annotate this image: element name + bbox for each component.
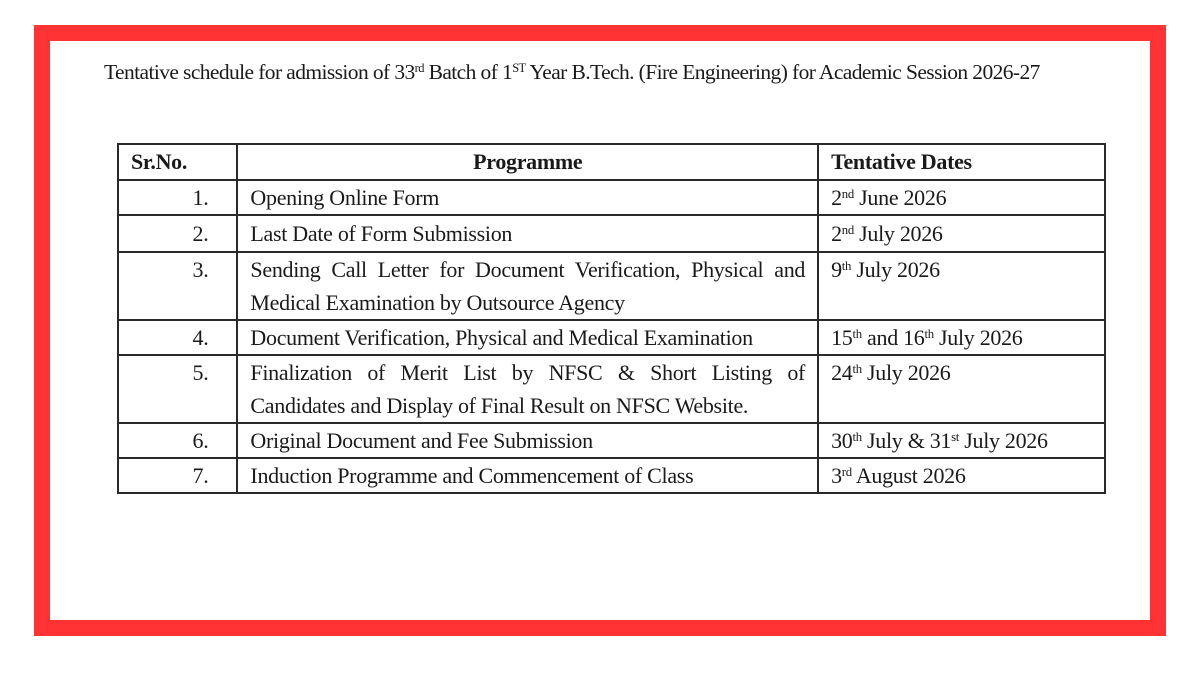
sr-no-cell: 6. [118,423,237,458]
table-row [118,458,1105,493]
date-cell [818,355,1105,423]
table-row [118,180,1105,215]
date-part: 30 [831,428,853,453]
date-cell [818,458,1105,493]
date-part: 2 [831,221,842,246]
sr-no-cell: 1. [118,180,237,215]
heading-text-3: Year B.Tech. (Fire Engineering) for Academic Session 2026-27 [525,60,1040,84]
heading-text-1: Tentative schedule for admission of 33 [104,60,415,84]
programme-cell: Opening Online Form [237,180,818,215]
date-part: August 2026 [851,463,966,488]
date-cell [818,215,1105,252]
table-row [118,215,1105,252]
heading-superscript-rd: rd [414,61,424,76]
date-suffix: th [924,326,934,341]
table-row [118,320,1105,355]
table-row [118,355,1105,423]
date-suffix: st [951,429,960,444]
sr-no-cell: 2. [118,215,237,252]
programme-cell: Induction Programme and Commencement of Class [237,458,818,493]
date-suffix: th [852,326,862,341]
date-cell [818,423,1105,458]
date-suffix: th [841,258,852,273]
header-sr-no: Sr.No. [118,144,237,180]
date-suffix: th [852,429,862,444]
table-row [118,423,1105,458]
header-tentative-dates: Tentative Dates [818,144,1105,180]
sr-no-cell: 7. [118,458,237,493]
heading-text-2: Batch of 1 [423,60,513,84]
programme-cell: Document Verification, Physical and Medical Examination [237,320,818,355]
date-cell [818,180,1105,215]
date-suffix: th [852,361,862,376]
heading-superscript-st: ST [512,61,526,76]
date-part: July 2026 [861,360,951,385]
table-row [118,252,1105,320]
date-cell [818,320,1105,355]
date-part: 15 [831,325,853,350]
date-part: July 2026 [851,257,940,282]
date-part: 2 [831,185,842,210]
date-part: July 2026 [933,325,1023,350]
date-part: July 2026 [959,428,1048,453]
date-part: 3 [831,463,842,488]
document-heading [104,58,1154,87]
programme-cell: Original Document and Fee Submission [237,423,818,458]
sr-no-cell: 5. [118,355,237,423]
date-part: July 2026 [853,221,943,246]
date-suffix: nd [841,186,854,201]
date-cell [818,252,1105,320]
table-header-row [118,144,1105,180]
date-suffix: rd [841,464,852,479]
date-part: June 2026 [853,185,947,210]
sr-no-cell: 3. [118,252,237,320]
programme-cell: Last Date of Form Submission [237,215,818,252]
header-programme: Programme [237,144,818,180]
programme-cell: Sending Call Letter for Document Verification, Physical and Medical Examination by Outsource Agency [237,252,818,320]
date-suffix: nd [841,222,854,237]
date-part: July & 31 [861,428,952,453]
date-part: and 16 [861,325,925,350]
date-part: 24 [831,360,853,385]
date-part: 9 [831,257,842,282]
programme-cell: Finalization of Merit List by NFSC & Short Listing of Candidates and Display of Final Result on NFSC Website. [237,355,818,423]
schedule-table [117,143,1106,494]
sr-no-cell: 4. [118,320,237,355]
